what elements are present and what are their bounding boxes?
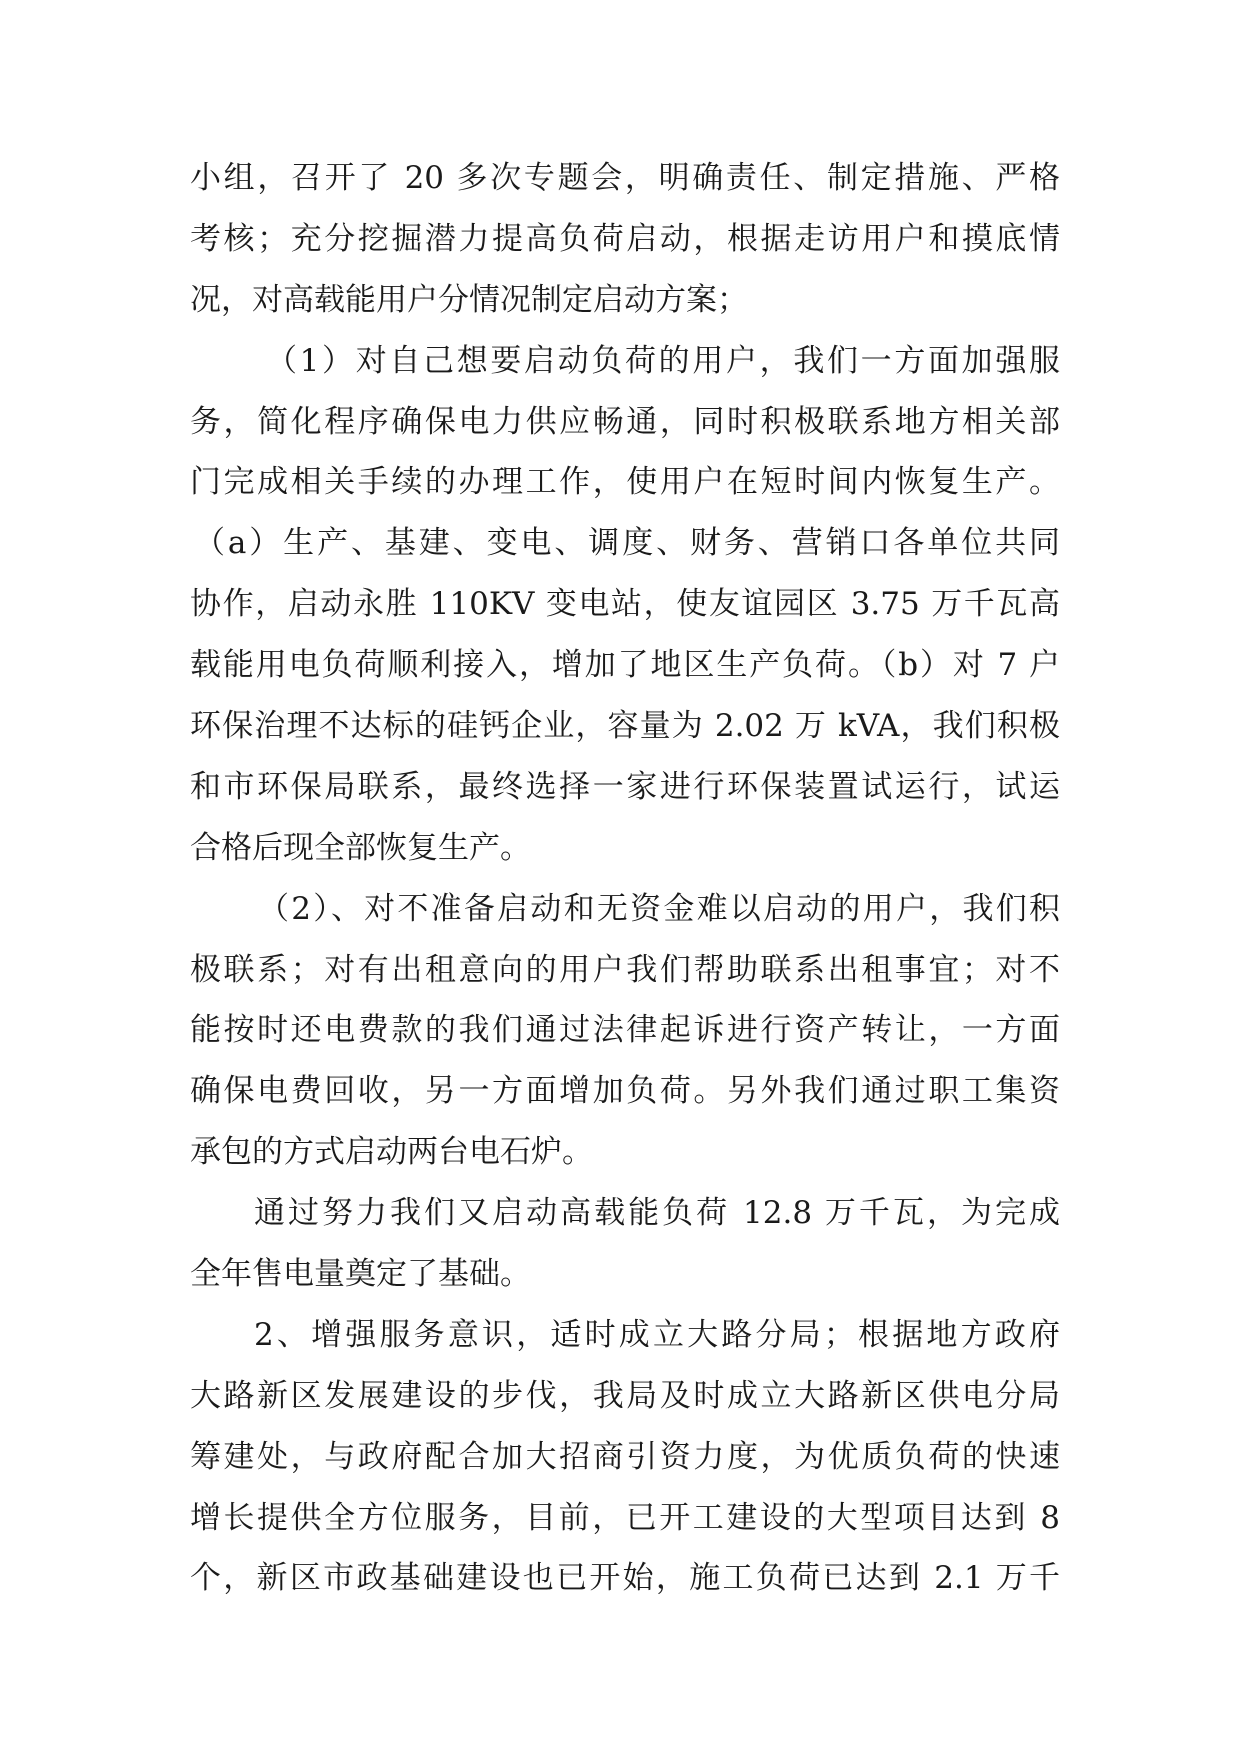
text-line: 增长提供全方位服务，目前，已开工建设的大型项目达到 8 (190, 1499, 1060, 1536)
text-line: 极联系；对有出租意向的用户我们帮助联系出租事宜；对不 (190, 951, 1060, 988)
text-line: 通过努力我们又启动高载能负荷 12.8 万千瓦，为完成 (254, 1195, 1060, 1232)
text-line: 和市环保局联系，最终选择一家进行环保装置试运行，试运 (190, 768, 1060, 805)
text-line: 能按时还电费款的我们通过法律起诉进行资产转让，一方面 (190, 1012, 1060, 1049)
text-line: 大路新区发展建设的步伐，我局及时成立大路新区供电分局 (190, 1377, 1060, 1414)
text-line: 小组，召开了 20 多次专题会，明确责任、制定措施、严格 (190, 160, 1060, 196)
text-line: 全年售电量奠定了基础。 (190, 1256, 531, 1293)
text-line: 个，新区市政基础建设也已开始，施工负荷已达到 2.1 万千 (190, 1560, 1060, 1597)
text-line: （1）对自己想要启动负荷的用户，我们一方面加强服 (266, 342, 1060, 379)
body-text (190, 148, 1060, 1609)
text-line: （2）、对不准备启动和无资金难以启动的用户，我们积 (258, 890, 1060, 927)
text-line: （a）生产、基建、变电、调度、财务、营销口各单位共同 (194, 525, 1060, 562)
text-line: 考核；充分挖掘潜力提高负荷启动，根据走访用户和摸底情 (190, 220, 1060, 257)
text-line: 合格后现全部恢复生产。 (190, 829, 531, 866)
text-line: 协作，启动永胜 110KV 变电站，使友谊园区 3.75 万千瓦高 (190, 586, 1060, 623)
text-line: 承包的方式启动两台电石炉。 (190, 1134, 593, 1171)
text-line: 务，简化程序确保电力供应畅通，同时积极联系地方相关部 (190, 403, 1060, 440)
text-line: 筹建处，与政府配合加大招商引资力度，为优质负荷的快速 (190, 1438, 1060, 1475)
text-line: 门完成相关手续的办理工作，使用户在短时间内恢复生产。 (190, 464, 1060, 501)
text-line: 载能用电负荷顺利接入，增加了地区生产负荷。（b）对 7 户 (190, 647, 1060, 684)
text-line: 2、增强服务意识，适时成立大路分局；根据地方政府 (254, 1316, 1060, 1353)
text-line: 确保电费回收，另一方面增加负荷。另外我们通过职工集资 (190, 1073, 1060, 1110)
text-line: 况，对高载能用户分情况制定启动方案； (190, 281, 748, 318)
text-line: 环保治理不达标的硅钙企业，容量为 2.02 万 kVA，我们积极 (190, 708, 1060, 745)
